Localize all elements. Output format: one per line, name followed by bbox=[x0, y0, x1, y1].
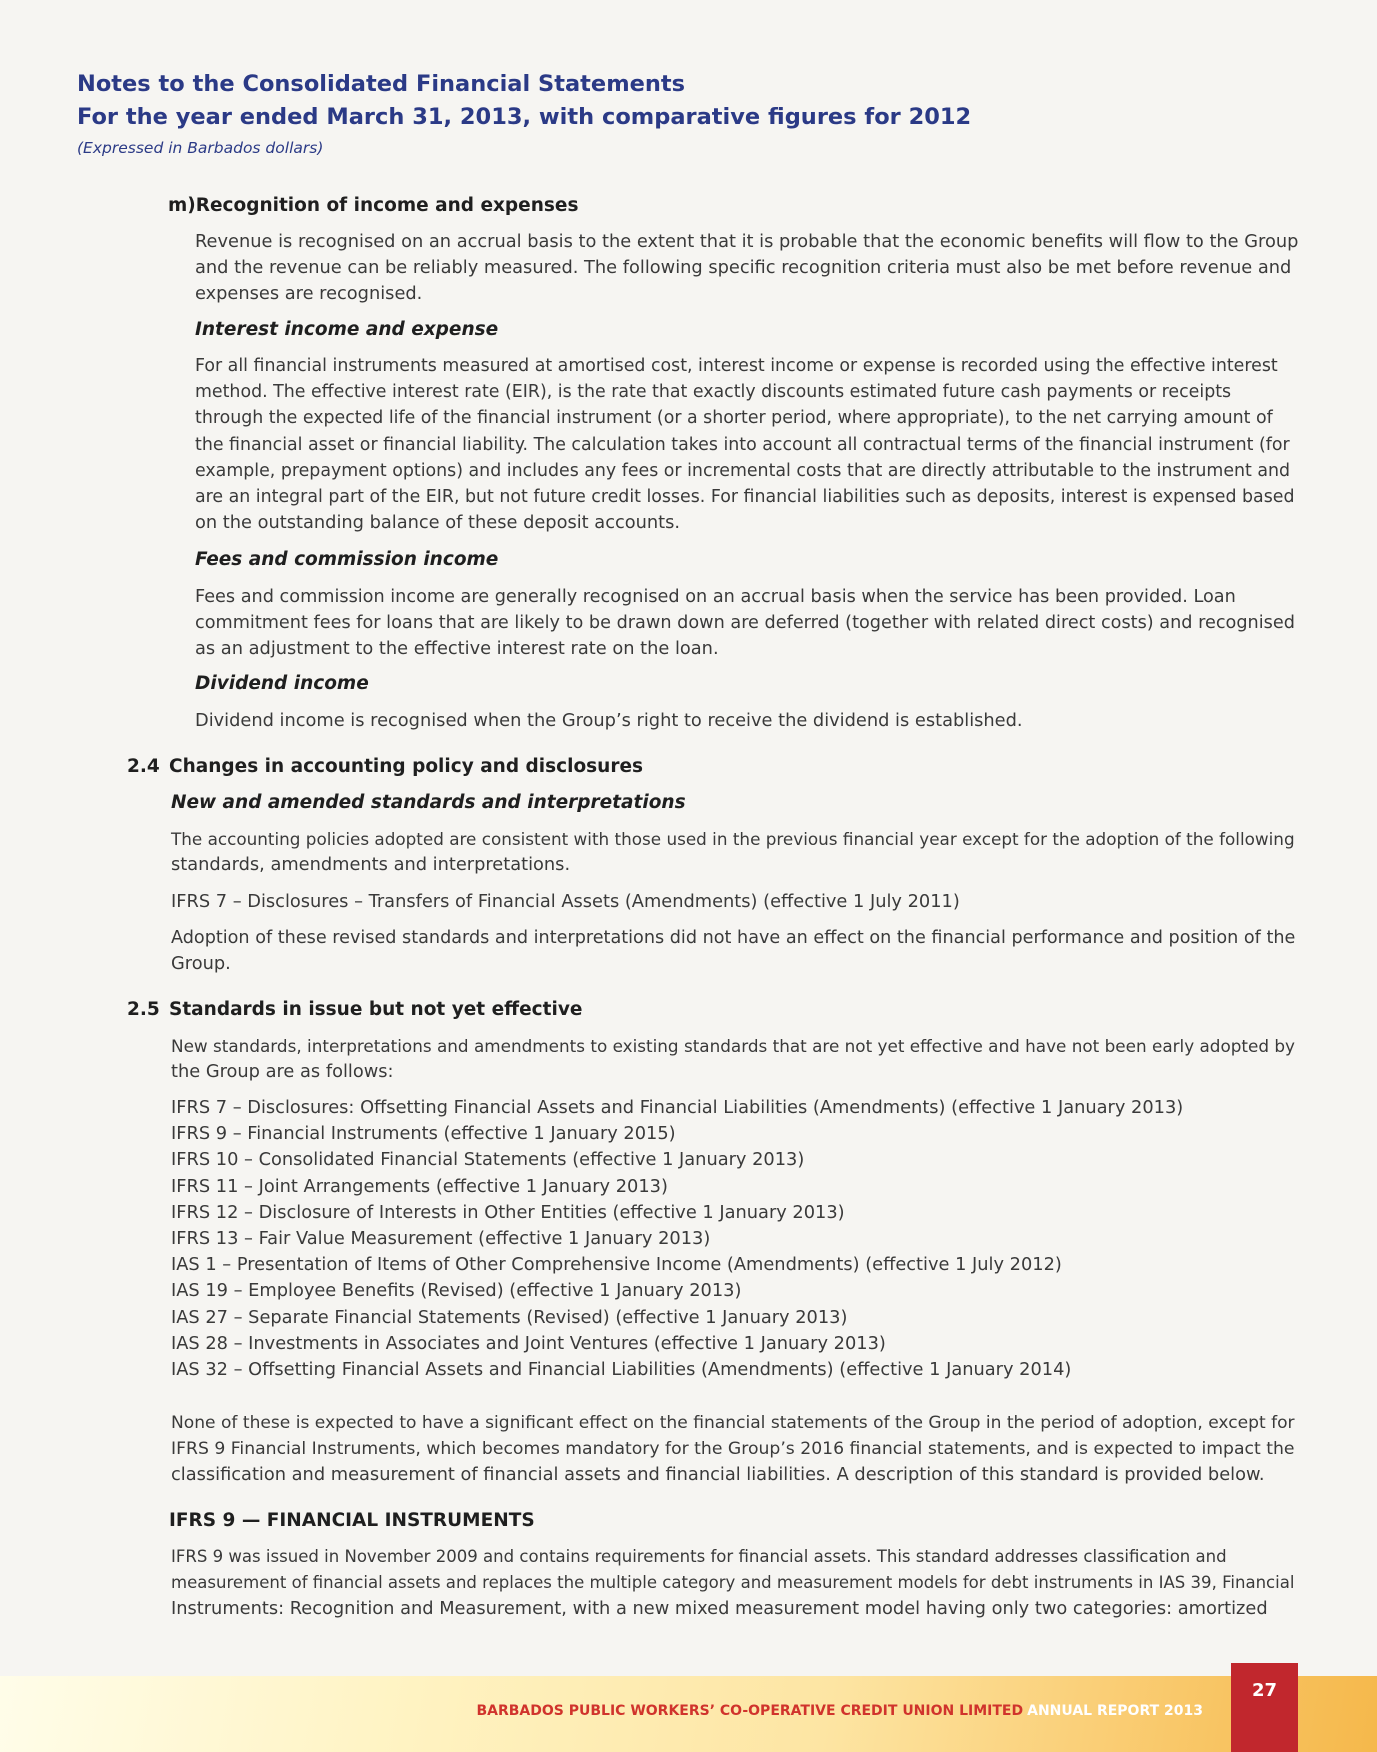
footer-organization: BARBADOS PUBLIC WORKERS’ CO-OPERATIVE CREDIT UNION LIMITED bbox=[476, 1703, 1024, 1719]
standard-item: IAS 19 – Employee Benefits (Revised) (effective 1 January 2013) bbox=[171, 1280, 742, 1302]
section-2-4-item bbox=[171, 889, 960, 915]
standard-item: IAS 1 – Presentation of Items of Other Comprehensive Income (Amendments) (effective 1 July 2012) bbox=[171, 1254, 1062, 1276]
page-header bbox=[77, 68, 971, 157]
standard-item: IAS 27 – Separate Financial Statements (Revised) (effective 1 January 2013) bbox=[171, 1306, 848, 1328]
standard-item: IFRS 13 – Fair Value Measurement (effective 1 January 2013) bbox=[171, 1228, 711, 1250]
interest-heading: Interest income and expense bbox=[195, 319, 499, 340]
standard-item: IFRS 10 – Consolidated Financial Statements (effective 1 January 2013) bbox=[171, 1149, 805, 1171]
paragraph-line: are an integral part of the EIR, but not future credit losses. For financial liabilities such as deposits, interest is expensed based bbox=[195, 487, 1295, 508]
paragraph-line: Revenue is recognised on an accrual basis to the extent that it is probable that the economic benefits will flow to the Group bbox=[195, 231, 1299, 252]
standard-item: IFRS 7 – Disclosures – Transfers of Financial Assets (Amendments) (effective 1 July 2011) bbox=[171, 891, 960, 912]
section-title: Standards in issue but not yet effective bbox=[169, 999, 583, 1020]
fees-paragraph bbox=[195, 584, 1295, 663]
paragraph-line: measurement of financial assets and replaces the multiple category and measurement models for debt instruments in IAS 39, Financial bbox=[171, 1573, 1295, 1593]
standard-item: IFRS 7 – Disclosures: Offsetting Financial Assets and Financial Liabilities (Amendments) (effective 1 January 2013) bbox=[171, 1097, 1184, 1118]
paragraph-line: Instruments: Recognition and Measurement, with a new mixed measurement model having only two categories: amortized bbox=[171, 1598, 1268, 1620]
footer-report: ANNUAL REPORT 2013 bbox=[1027, 1703, 1203, 1719]
section-title: Changes in accounting policy and disclosures bbox=[169, 756, 644, 777]
standards-list bbox=[171, 1095, 1183, 1383]
paragraph-line: commitment fees for loans that are likely to be drawn down are deferred (together with related direct costs) and recognised bbox=[195, 613, 1295, 634]
paragraph-line: IFRS 9 was issued in November 2009 and contains requirements for financial assets. This standard addresses classification and bbox=[171, 1547, 1227, 1566]
paragraph-line: on the outstanding balance of these deposit accounts. bbox=[195, 512, 681, 534]
section-number: 2.4 bbox=[127, 756, 160, 777]
section-2-5-heading bbox=[127, 998, 582, 1022]
paragraph-line: For all financial instruments measured at amortised cost, interest income or expense is recorded using the effective interest bbox=[195, 356, 1278, 376]
paragraph-line: Dividend income is recognised when the Group’s right to receive the dividend is established. bbox=[195, 710, 1023, 731]
section-m-title: Recognition of income and expenses bbox=[195, 195, 579, 216]
paragraph-line: standards, amendments and interpretations. bbox=[171, 854, 571, 876]
page-number: 27 bbox=[1251, 1680, 1278, 1701]
standard-item: IFRS 9 – Financial Instruments (effective 1 January 2015) bbox=[171, 1123, 676, 1145]
standard-item: IAS 28 – Investments in Associates and Joint Ventures (effective 1 January 2013) bbox=[171, 1332, 886, 1354]
section-m-heading bbox=[168, 194, 578, 218]
section-m-label: m) bbox=[168, 195, 196, 216]
ifrs9-heading: IFRS 9 — FINANCIAL INSTRUMENTS bbox=[169, 1510, 535, 1531]
paragraph-line: IFRS 9 Financial Instruments, which becomes mandatory for the Group’s 2016 financial statements, and is expected to impact the bbox=[171, 1439, 1295, 1460]
section-m-intro bbox=[195, 229, 1298, 308]
paragraph-line: Group. bbox=[171, 953, 231, 975]
paragraph-line: example, prepayment options) and includes any fees or incremental costs that are directly attributable to the instrument and bbox=[195, 460, 1291, 481]
standard-item: IAS 32 – Offsetting Financial Assets and Financial Liabilities (Amendments) (effective 1 January 2014) bbox=[171, 1359, 1072, 1381]
section-2-4-para1 bbox=[171, 826, 1295, 878]
currency-note: (Expressed in Barbados dollars) bbox=[77, 139, 324, 157]
fees-heading: Fees and commission income bbox=[195, 549, 499, 570]
paragraph-line: method. The effective interest rate (EIR), is the rate that exactly discounts estimated future cash payments or receipts bbox=[195, 382, 1232, 403]
dividend-heading: Dividend income bbox=[195, 673, 369, 694]
dividend-paragraph bbox=[195, 708, 1023, 734]
standard-item: IFRS 11 – Joint Arrangements (effective 1 January 2013) bbox=[171, 1175, 668, 1197]
section-2-4-subheading: New and amended standards and interpretations bbox=[171, 792, 686, 813]
section-2-5-conclusion bbox=[171, 1410, 1295, 1489]
paragraph-line: through the expected life of the financial instrument (or a shorter period, where appropriate), to the net carrying amount of bbox=[195, 408, 1273, 429]
paragraph-line: expenses are recognised. bbox=[195, 283, 423, 305]
page-title: Notes to the Consolidated Financial Statements bbox=[77, 71, 686, 97]
paragraph-line: and the revenue can be reliably measured. The following specific recognition criteria must also be met before revenue and bbox=[195, 257, 1292, 279]
paragraph-line: classification and measurement of financial assets and financial liabilities. A description of this standard is provided below. bbox=[171, 1464, 1265, 1486]
paragraph-line: Adoption of these revised standards and interpretations did not have an effect on the financial performance and position of the bbox=[171, 928, 1296, 948]
paragraph-line: the Group are as follows: bbox=[171, 1061, 394, 1083]
section-number: 2.5 bbox=[127, 999, 160, 1020]
page-title-period: For the year ended March 31, 2013, with comparative figures for 2012 bbox=[77, 104, 972, 130]
paragraph-line: New standards, interpretations and amendments to existing standards that are not yet effective and have not been early adopted by bbox=[171, 1036, 1296, 1056]
section-2-4-para2 bbox=[171, 925, 1295, 977]
section-2-5-intro bbox=[171, 1033, 1295, 1085]
paragraph-line: Fees and commission income are generally recognised on an accrual basis when the service has been provided. Loan bbox=[195, 587, 1236, 607]
interest-paragraph bbox=[195, 353, 1294, 536]
paragraph-line: The accounting policies adopted are consistent with those used in the previous financial year except for the adoption of the following bbox=[171, 829, 1295, 849]
footer-text bbox=[476, 1703, 1203, 1719]
paragraph-line: the financial asset or financial liability. The calculation takes into account all contractual terms of the financial instrument (for bbox=[195, 434, 1290, 455]
ifrs9-paragraph bbox=[171, 1544, 1294, 1623]
section-2-4-heading bbox=[127, 755, 643, 779]
paragraph-line: None of these is expected to have a significant effect on the financial statements of the Group in the period of adoption, except for bbox=[171, 1413, 1295, 1433]
page-number-tab bbox=[1231, 1663, 1298, 1752]
paragraph-line: as an adjustment to the effective interest rate on the loan. bbox=[195, 638, 719, 660]
standard-item: IFRS 12 – Disclosure of Interests in Other Entities (effective 1 January 2013) bbox=[171, 1201, 845, 1223]
